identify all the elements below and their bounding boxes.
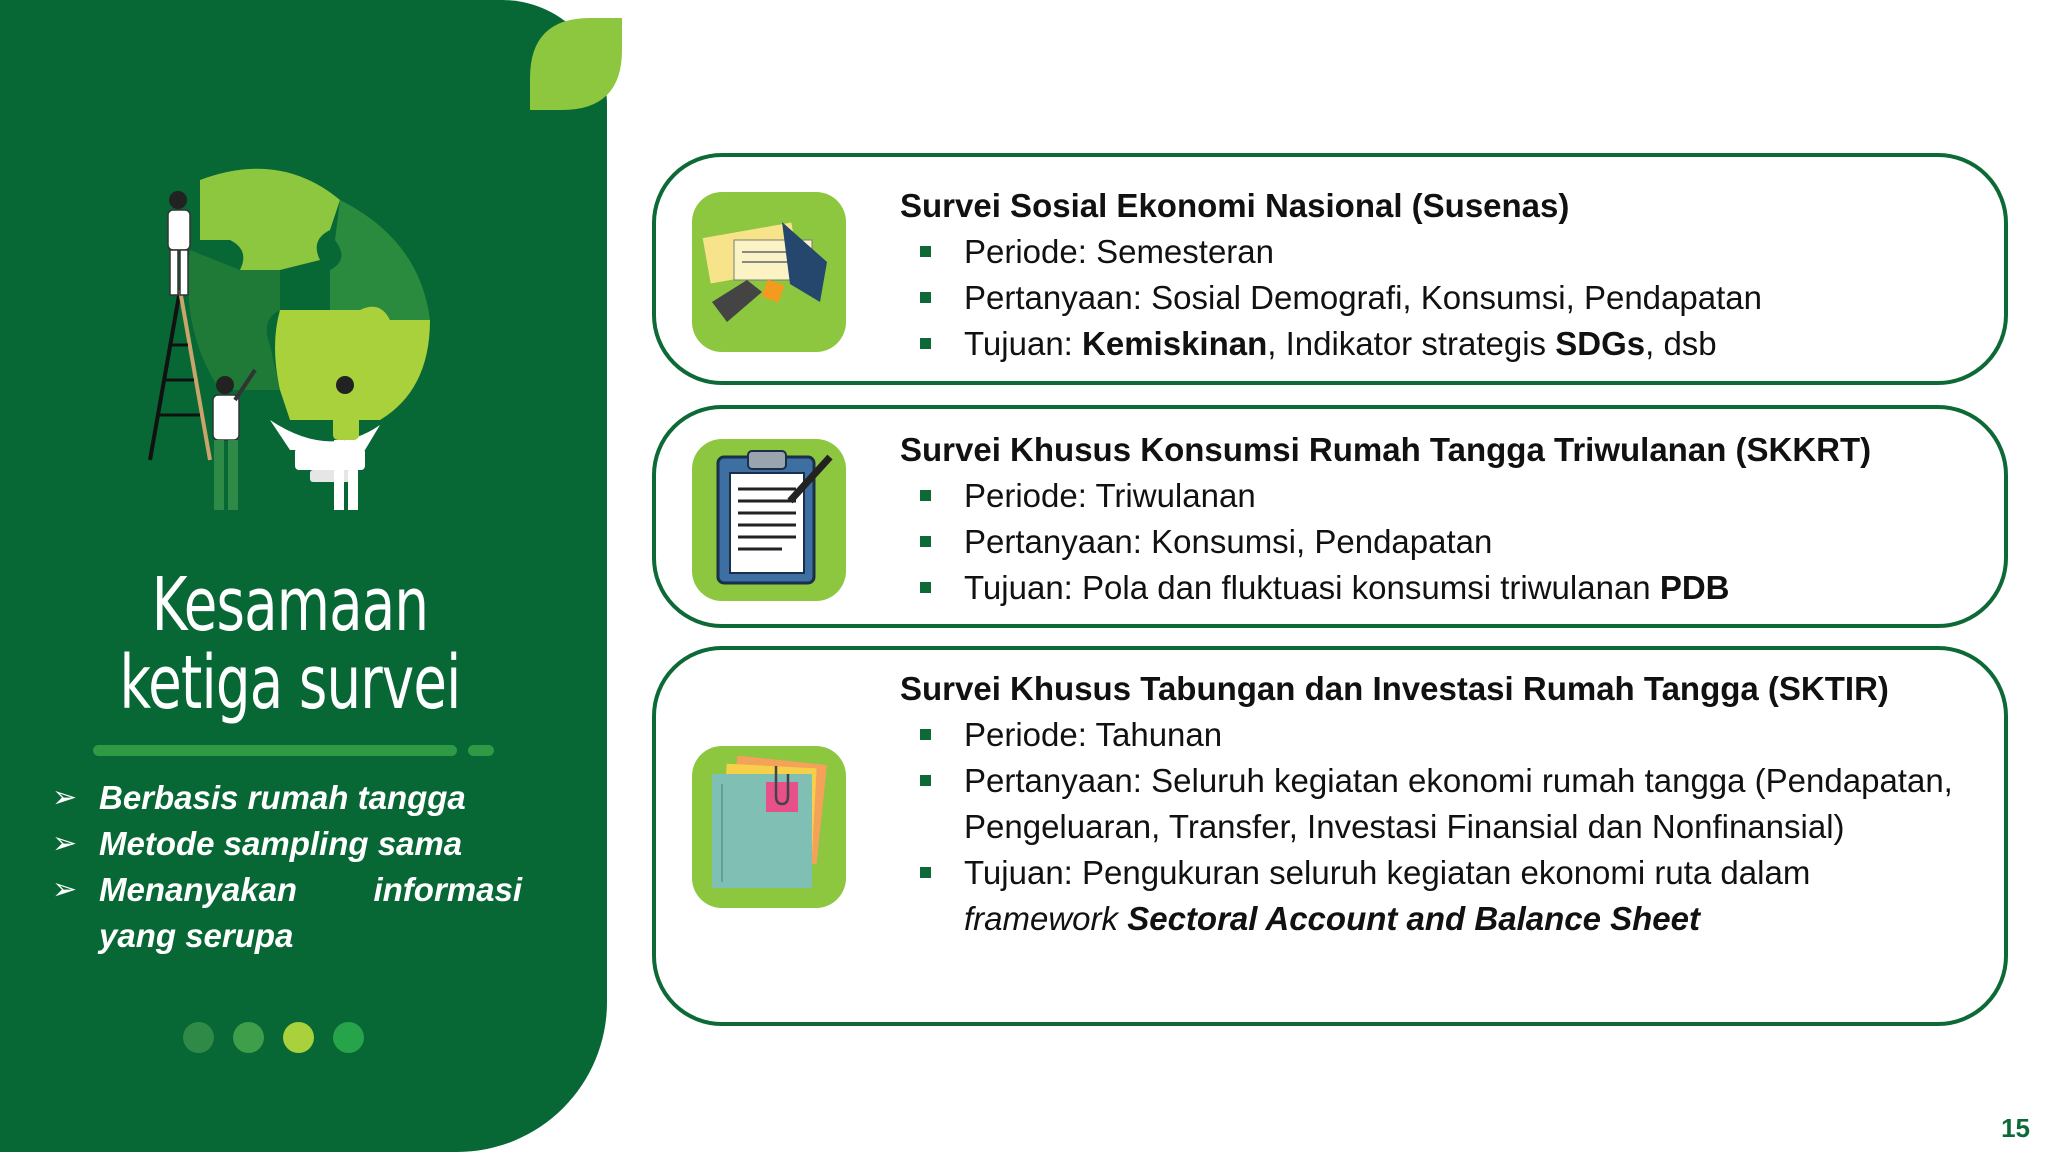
square-bullet-icon xyxy=(920,338,931,349)
card-title: Survei Sosial Ekonomi Nasional (Susenas) xyxy=(900,187,1570,224)
card-list xyxy=(900,712,1964,942)
list-item: Pertanyaan: Seluruh kegiatan ekonomi rumah tangga (Pendapatan, Pengeluaran, Transfer, Investasi Finansial dan Nonfinansial) xyxy=(900,758,1964,850)
leaf-icon xyxy=(530,18,622,110)
arrow-bullet-icon: ➢ xyxy=(52,873,78,906)
section-title-line2: ketiga survei xyxy=(119,640,461,726)
card-list xyxy=(900,229,1964,367)
square-bullet-icon xyxy=(920,582,931,593)
list-item: Pertanyaan: Konsumsi, Pendapatan xyxy=(900,519,1964,565)
page-number: 15 xyxy=(2001,1113,2030,1143)
survey-card-skkrt xyxy=(652,405,2008,628)
list-item: Periode: Tahunan xyxy=(900,712,1964,758)
survey-card-susenas xyxy=(652,153,2008,385)
arrow-bullet-icon: ➢ xyxy=(52,827,78,860)
card-title: Survei Khusus Tabungan dan Investasi Rumah Tangga (SKTIR) xyxy=(900,670,1889,707)
pagination-dot[interactable] xyxy=(183,1022,214,1053)
similarity-point: ➢ Metode sampling sama xyxy=(52,821,522,867)
clipboard-icon xyxy=(692,439,846,601)
square-bullet-icon xyxy=(920,536,931,547)
square-bullet-icon xyxy=(920,490,931,501)
list-item: Pertanyaan: Sosial Demografi, Konsumsi, Pendapatan xyxy=(900,275,1964,321)
similarity-point: ➢ Menanyakan informasi xyxy=(52,867,522,913)
title-underline xyxy=(93,745,457,756)
list-item: Periode: Triwulanan xyxy=(900,473,1964,519)
survey-card-sktir xyxy=(652,646,2008,1026)
arrow-bullet-icon: ➢ xyxy=(52,781,78,814)
title-underline-dot xyxy=(468,745,494,756)
similarity-points xyxy=(52,775,522,959)
list-item: Tujuan: Kemiskinan, Indikator strategis SDGs, dsb xyxy=(900,321,1964,367)
square-bullet-icon xyxy=(920,775,931,786)
section-title-line1: Kesamaan xyxy=(151,562,429,648)
card-title: Survei Khusus Konsumsi Rumah Tangga Triwulanan (SKKRT) xyxy=(900,431,1872,468)
square-bullet-icon xyxy=(920,729,931,740)
card-body xyxy=(900,666,1964,942)
card-body xyxy=(900,427,1964,611)
list-item: Tujuan: Pola dan fluktuasi konsumsi triwulanan PDB xyxy=(900,565,1964,611)
puzzle-teamwork-illustration xyxy=(130,160,470,540)
folder-notes-icon xyxy=(692,746,846,908)
similarity-point-continued: yang serupa xyxy=(99,917,294,954)
pagination-dot-active[interactable] xyxy=(283,1022,314,1053)
square-bullet-icon xyxy=(920,292,931,303)
documents-handshake-icon xyxy=(692,192,846,352)
section-title xyxy=(40,562,540,726)
similarity-point: ➢ Berbasis rumah tangga xyxy=(52,775,522,821)
list-item: Periode: Semesteran xyxy=(900,229,1964,275)
pagination-dot[interactable] xyxy=(333,1022,364,1053)
square-bullet-icon xyxy=(920,867,931,878)
pagination-dot[interactable] xyxy=(233,1022,264,1053)
square-bullet-icon xyxy=(920,246,931,257)
card-body xyxy=(900,183,1964,367)
list-item: Tujuan: Pengukuran seluruh kegiatan ekonomi ruta dalam framework Sectoral Account and Balance Sheet xyxy=(900,850,1964,942)
card-list xyxy=(900,473,1964,611)
pagination-dots xyxy=(183,1022,364,1054)
